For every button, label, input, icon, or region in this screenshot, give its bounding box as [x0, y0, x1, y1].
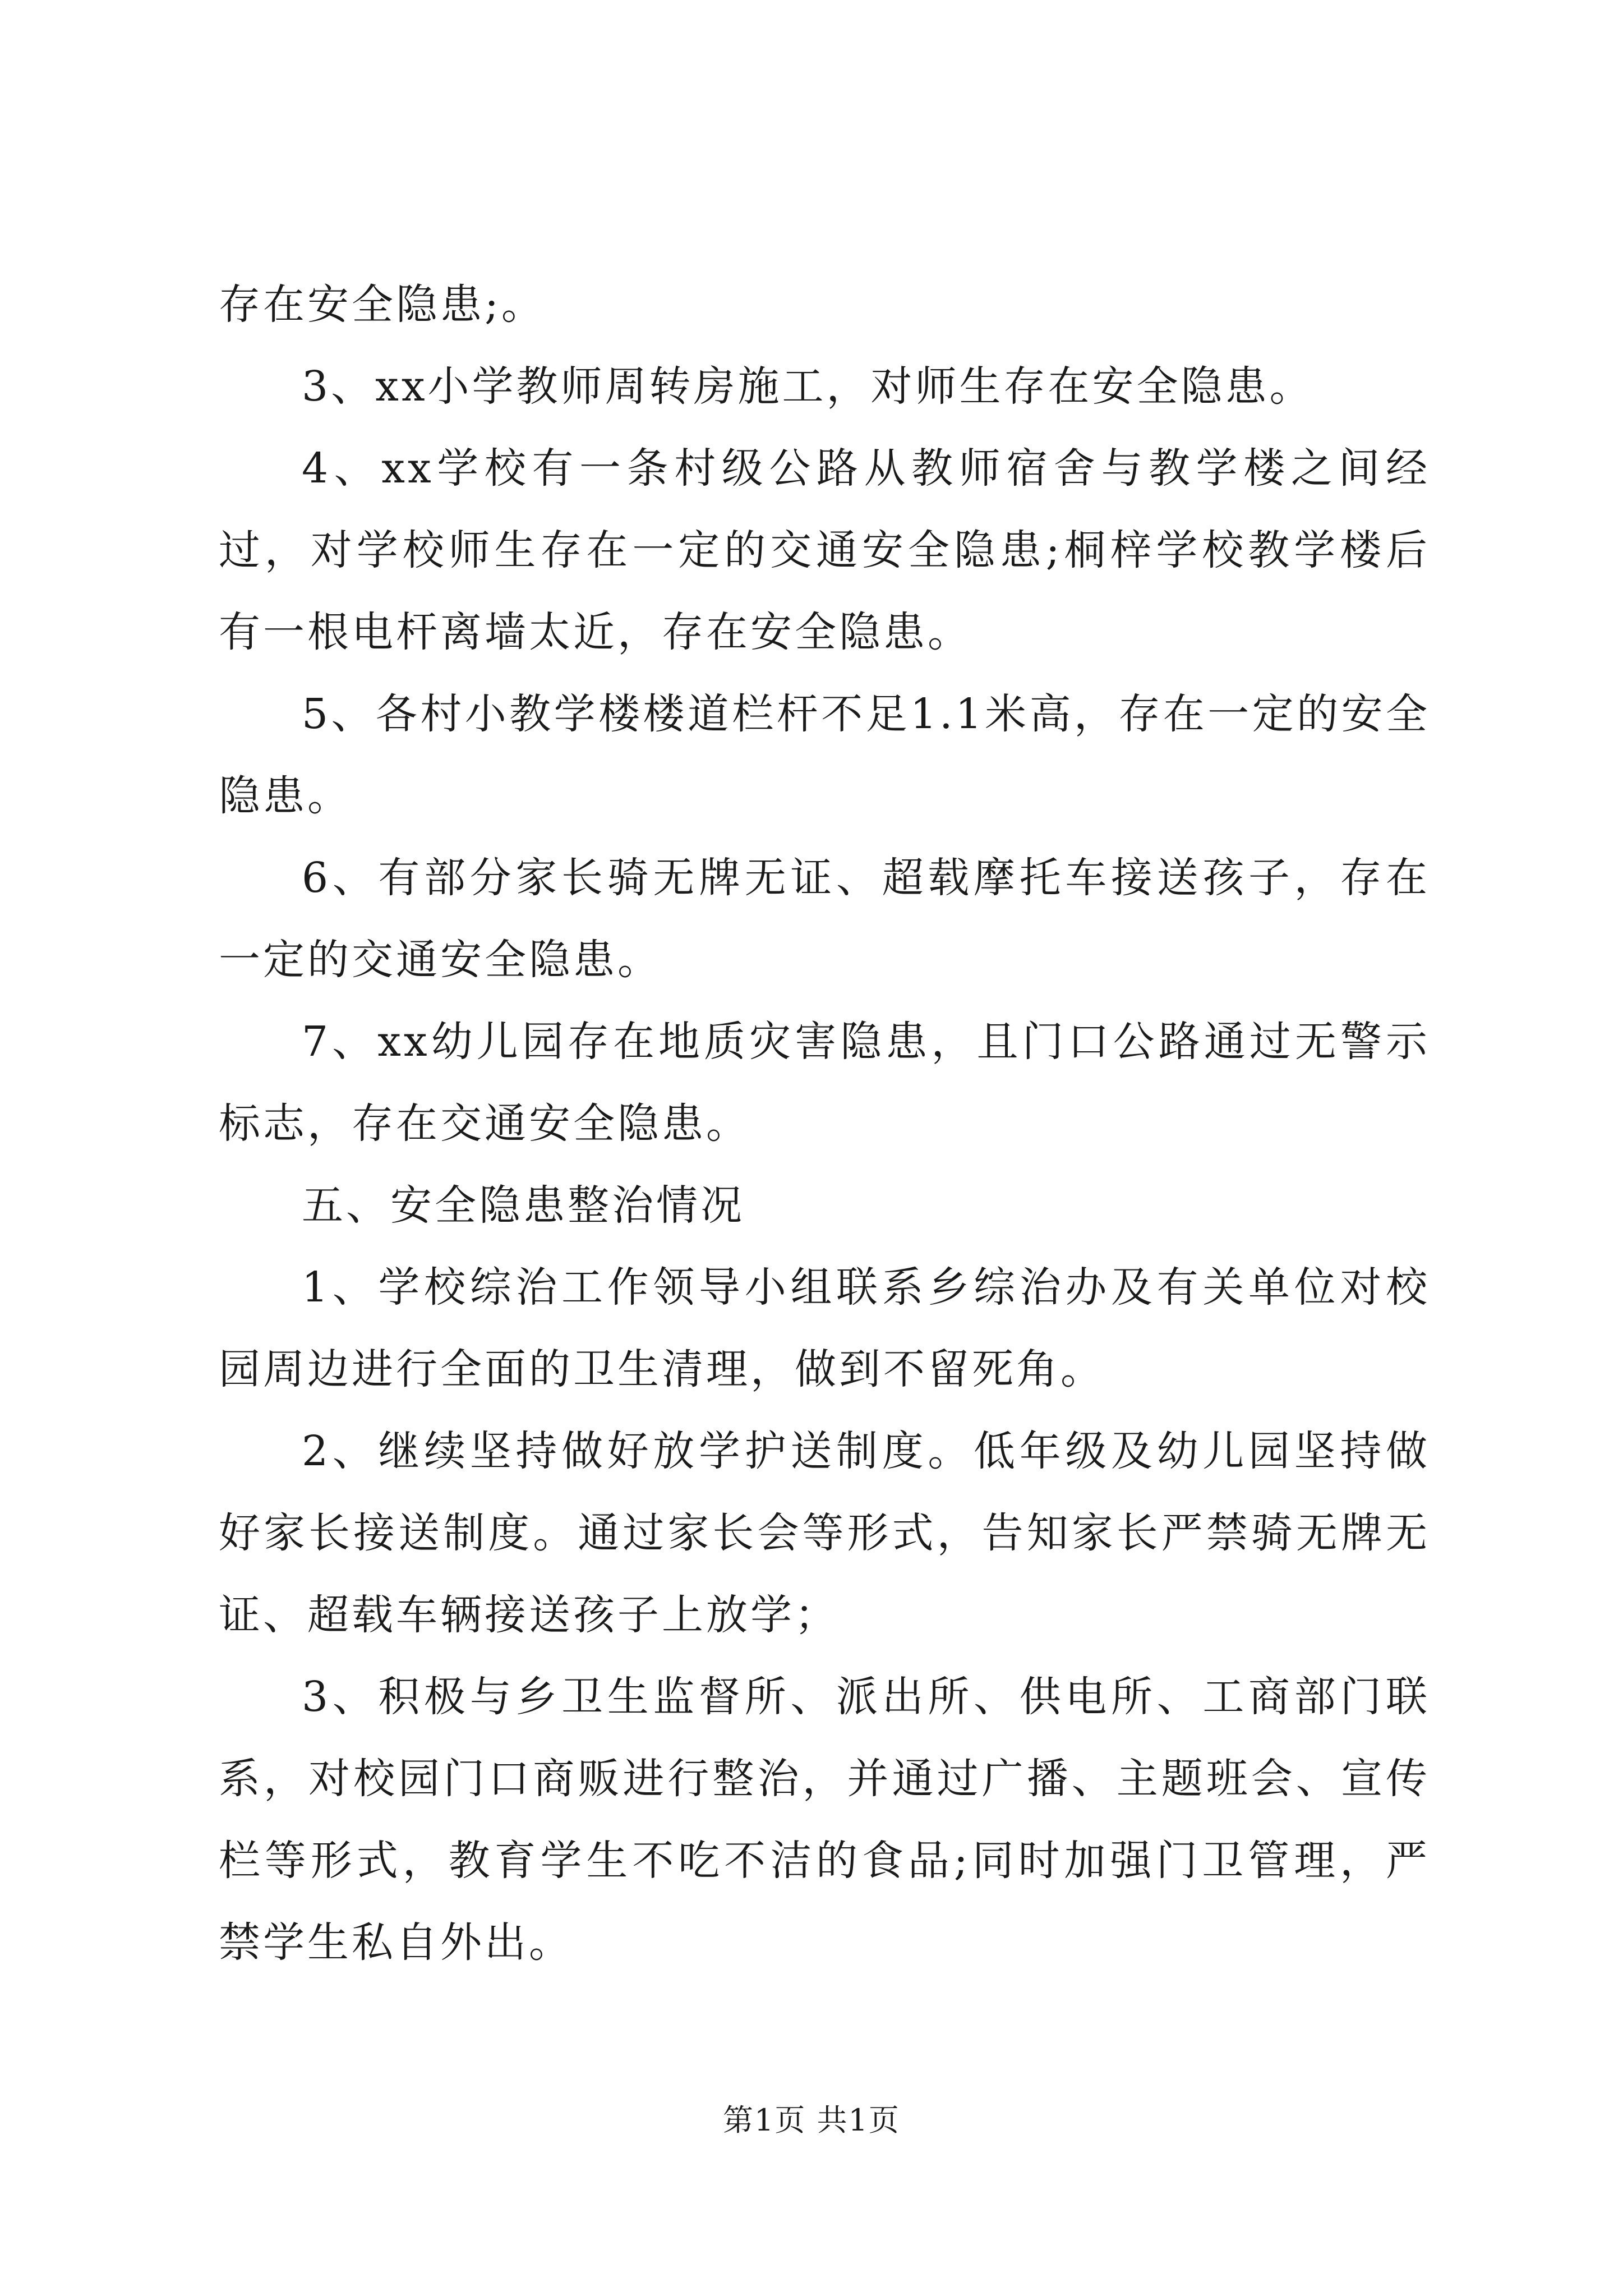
paragraph-3: 4、xx学校有一条村级公路从教师宿舍与教学楼之间经过，对学校师生存在一定的交通安全隐患;桐梓学校教学楼后有一根电杆离墙太近，存在安全隐患。 — [219, 444, 1430, 656]
paragraph-7: 1、学校综治工作领导小组联系乡综治办及有关单位对校园周边进行全面的卫生清理，做到不留死角。 — [219, 1263, 1430, 1393]
paragraph-9: 3、积极与乡卫生监督所、派出所、供电所、工商部门联系，对校园门口商贩进行整治，并通过广播、主题班会、宣传栏等形式，教育学生不吃不洁的食品;同时加强门卫管理，严禁学生私自外出。 — [219, 1673, 1430, 1967]
page-footer — [0, 2101, 1623, 2140]
paragraph-6: 7、xx幼儿园存在地质灾害隐患，且门口公路通过无警示标志，存在交通安全隐患。 — [219, 1018, 1430, 1148]
paragraph-8: 2、继续坚持做好放学护送制度。低年级及幼儿园坚持做好家长接送制度。通过家长会等形式，告知家长严禁骑无牌无证、超载车辆接送孩子上放学； — [219, 1427, 1430, 1639]
paragraph-5: 6、有部分家长骑无牌无证、超载摩托车接送孩子，存在一定的交通安全隐患。 — [219, 854, 1430, 984]
paragraph-1: 存在安全隐患;。 — [219, 280, 546, 329]
paragraph-2: 3、xx小学教师周转房施工，对师生存在安全隐患。 — [302, 362, 1314, 411]
page-number-label: 第1页 共1页 — [723, 2102, 900, 2138]
document-body — [219, 264, 1430, 1984]
paragraph-4: 5、各村小教学楼楼道栏杆不足1.1米高，存在一定的安全隐患。 — [219, 690, 1430, 820]
section-heading: 五、安全隐患整治情况 — [302, 1181, 745, 1230]
